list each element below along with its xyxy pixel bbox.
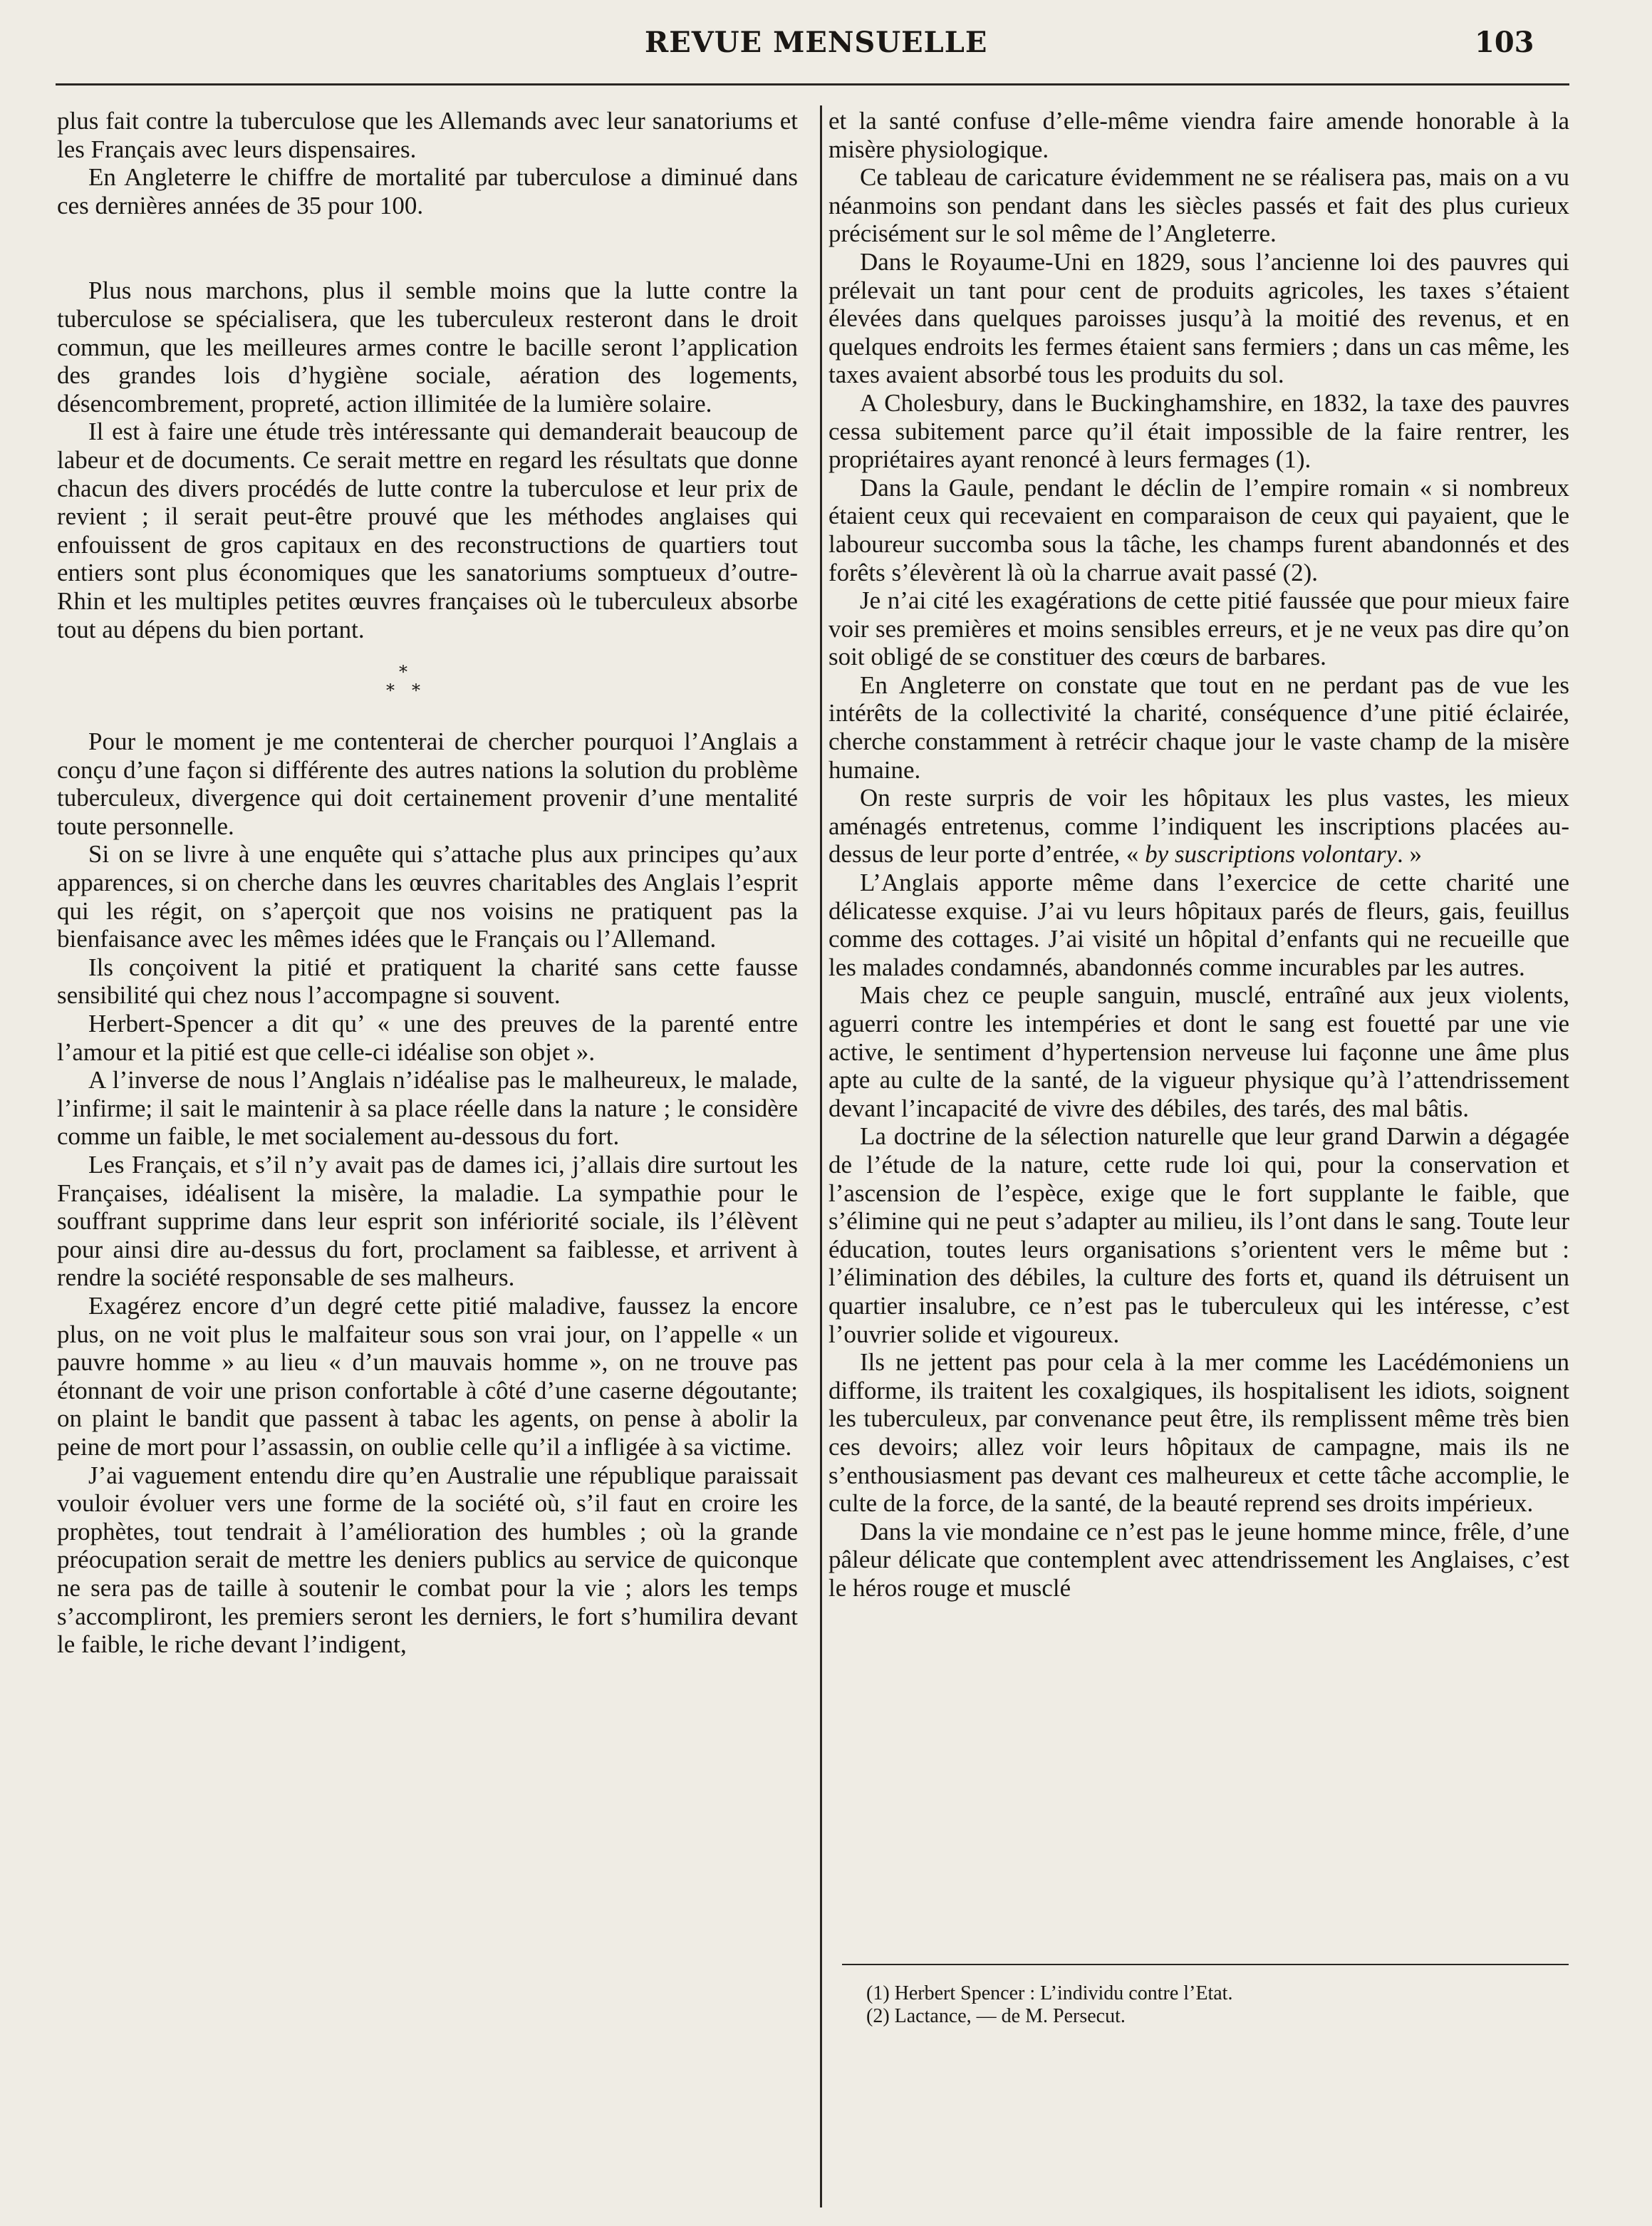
right-column [828, 107, 1569, 1602]
paragraph: En Angleterre on constate que tout en ne perdant pas de vue les intérêts de la collectivité la charité, conséquence d’une pitié éclairée, cherche constamment à retrécir chaque jour le vaste champ de la misère humaine. [828, 671, 1569, 784]
paragraph: Je n’ai cité les exagérations de cette pitié faussée que pour mieux faire voir ses premières et moins sensibles erreurs, et je ne veux pas dire qu’on soit obligé de se constituer des cœurs de barbares. [828, 586, 1569, 671]
paragraph: Mais chez ce peuple sanguin, musclé, entraîné aux jeux violents, aguerri contre les intempéries et dont le sang est fouetté par une vie active, le sentiment d’hypertension nerveuse lui façonne une âme plus apte au culte de la santé, de la vigueur physique qu’à l’attendrissement devant l’incapacité de vivre des débiles, des tarés, des mal bâtis. [828, 981, 1569, 1122]
paragraph: Ils conçoivent la pitié et pratiquent la charité sans cette fausse sensibilité qui chez nous l’accompagne si souvent. [57, 953, 798, 1010]
paragraph: Dans la Gaule, pendant le déclin de l’empire romain « si nombreux étaient ceux qui recevaient en comparaison de ceux qui payaient, que le laboureur succomba sous la tâche, les champs furent abandonnés et des forêts s’élevèrent là où la charrue avait passé (2). [828, 473, 1569, 586]
footnote-rule [842, 1964, 1569, 1965]
footnote: (2) Lactance, — de M. Persecut. [866, 2005, 1126, 2027]
paragraph: Plus nous marchons, plus il semble moins que la lutte contre la tuberculose se spécialisera, que les tuberculeux resteront dans le droit commun, que les meilleures armes contre le bacille seront l’application des grandes lois d’hygiène sociale, aération des logements, désencombrement, propreté, action illimitée de la lumière solaire. [57, 276, 798, 418]
page-number: 103 [1475, 26, 1534, 59]
italic-quote: by suscriptions volontary [1145, 840, 1398, 869]
journal-title: REVUE MENSUELLE [645, 26, 988, 59]
paragraph: Exagérez encore d’un degré cette pitié maladive, faussez la encore plus, on ne voit plus le malfaiteur sous son vrai jour, on l’appelle « un pauvre homme » au lieu « d’un mauvais homme », on ne trouve pas étonnant de voir une prison confortable à côté d’une caserne dégoutante; on plaint le bandit que passent à tabac les agents, on pense à abolir la peine de mort pour l’assassin, on oublie celle qu’il a infligée à sa victime. [57, 1291, 798, 1461]
paragraph: Les Français, et s’il n’y avait pas de dames ici, j’allais dire surtout les Françaises, idéalisent la misère, la maladie. La sympathie pour le souffrant supprime dans leur esprit son infériorité sociale, ils l’élèvent pour ainsi dire au-dessus du fort, proclament sa faiblesse, et arrivent à rendre la société responsable de ses malheurs. [57, 1151, 798, 1292]
running-head [0, 21, 1652, 64]
paragraph-text: On reste surpris de voir les hôpitaux les plus vastes, les mieux aménagés entretenus, comme l’indiquent les inscriptions placées au-dessus de leur porte d’entrée, « [828, 784, 1569, 869]
paragraph: Il est à faire une étude très intéressante qui demanderait beaucoup de labeur et de documents. Ce serait mettre en regard les résultats que donne chacun des divers procédés de lutte contre la tuberculose et leur prix de revient ; il serait peut-être prouvé que les méthodes anglaises qui enfouissent de gros capitaux en des reconstructions de quartiers tout entiers sont plus économiques que les sanatoriums somptueux d’outre-Rhin et les multiples petites œuvres françaises où le tuberculeux absorbe tout au dépens du bien portant. [57, 418, 798, 643]
column-divider [820, 105, 822, 2207]
footnote: (1) Herbert Spencer : L’individu contre l’Etat. [866, 1982, 1233, 2004]
section-break-asterism [57, 659, 798, 710]
paragraph: Dans la vie mondaine ce n’est pas le jeune homme mince, frêle, d’une pâleur délicate que contemplent avec attendrissement les Anglaises, c’est le héros rouge et musclé [828, 1517, 1569, 1602]
paragraph: Ils ne jettent pas pour cela à la mer comme les Lacédémoniens un difforme, ils traitent les coxalgiques, ils hospitalisent les idiots, soignent les tuberculeux, par convenance peut être, ils remplissent même très bien ces devoirs; allez voir leurs hôpitaux de campagne, mais ils ne s’enthousiasment pas devant ces malheureux et cette tâche accomplie, le culte de la force, de la santé, de la beauté reprend ses droits impérieux. [828, 1348, 1569, 1518]
paragraph: La doctrine de la sélection naturelle que leur grand Darwin a dégagée de l’étude de la nature, cette rude loi qui, pour la conservation et l’ascension de l’espèce, exige que le fort supplante le faible, que s’élimine qui ne peut s’adapter au milieu, ils l’ont dans le sang. Toute leur éducation, toutes leurs organisations s’orientent vers le même but : l’élimination des débiles, la culture des forts et, quand ils détruisent un quartier insalubre, ce n’est pas le tuberculeux qui les intéresse, c’est l’ouvrier solide et vigoureux. [828, 1122, 1569, 1348]
asterism-star: * [386, 680, 395, 701]
paragraph: Ce tableau de caricature évidemment ne se réalisera pas, mais on a vu néanmoins son pendant dans les siècles passés et fait des plus curieux précisément sur le sol même de l’Angleterre. [828, 163, 1569, 248]
paragraph: Si on se livre à une enquête qui s’attache plus aux principes qu’aux apparences, si on cherche dans les œuvres charitables des Anglais l’esprit qui les régit, on s’aperçoit que nos voisins ne pratiquent pas la bienfaisance avec les mêmes idées que le Français ou l’Allemand. [57, 840, 798, 953]
paragraph: plus fait contre la tuberculose que les Allemands avec leur sanatoriums et les Français avec leurs dispensaires. [57, 107, 798, 163]
paragraph: A Cholesbury, dans le Buckinghamshire, en 1832, la taxe des pauvres cessa subitement parce qu’il était impossible de la faire rentrer, les propriétaires ayant renoncé à leurs fermages (1). [828, 388, 1569, 474]
footnotes [866, 1982, 1543, 2028]
paragraph: A l’inverse de nous l’Anglais n’idéalise pas le malheureux, le malade, l’infirme; il sait le maintenir à sa place réelle dans la nature ; le considère comme un faible, le met socialement au-dessous du fort. [57, 1066, 798, 1151]
paragraph: Herbert-Spencer a dit qu’ « une des preuves de la parenté entre l’amour et la pitié est que celle-ci idéalise son objet ». [57, 1010, 798, 1066]
paragraph: En Angleterre le chiffre de mortalité par tuberculose a diminué dans ces dernières années de 35 pour 100. [57, 163, 798, 219]
paragraph: J’ai vaguement entendu dire qu’en Australie une république paraissait vouloir évoluer vers une forme de la société où, s’il faut en croire les prophètes, tout tendrait à l’amélioration des humbles ; où la grande préocupation serait de mettre les deniers publics au service de quiconque ne sera pas de taille à soutenir le combat pour la vie ; alors les temps s’accompliront, les premiers seront les derniers, le fort s’humilira devant le faible, le riche devant l’indigent, [57, 1461, 798, 1659]
paragraph: Dans le Royaume-Uni en 1829, sous l’ancienne loi des pauvres qui prélevait un tant pour cent de produits agricoles, les taxes s’étaient élevées dans quelques paroisses jusqu’à la moitié des revenus, et en quelques endroits les fermes étaient sans fermiers ; dans un cas même, les taxes avaient absorbé tous les produits du sol. [828, 247, 1569, 389]
paragraph: L’Anglais apporte même dans l’exercice de cette charité une délicatesse exquise. J’ai vu leurs hôpitaux parés de fleurs, gais, feuillus comme des cottages. J’ai visité un hôpital d’enfants qui ne recueille que les malades condamnés, abandonnés comme incurables par les autres. [828, 869, 1569, 981]
left-column [57, 107, 798, 1659]
asterism-star: * [412, 680, 420, 701]
header-rule [56, 83, 1569, 86]
paragraph-text-end: . » [1397, 840, 1423, 869]
asterism-star: * [399, 662, 407, 683]
paragraph: et la santé confuse d’elle-même viendra faire amende honorable à la misère physiologique. [828, 107, 1569, 163]
paragraph [828, 784, 1569, 869]
paragraph: Pour le moment je me contenterai de chercher pourquoi l’Anglais a conçu d’une façon si différente des autres nations la solution du problème tuberculeux, divergence qui doit certainement provenir d’une mentalité toute personnelle. [57, 728, 798, 840]
